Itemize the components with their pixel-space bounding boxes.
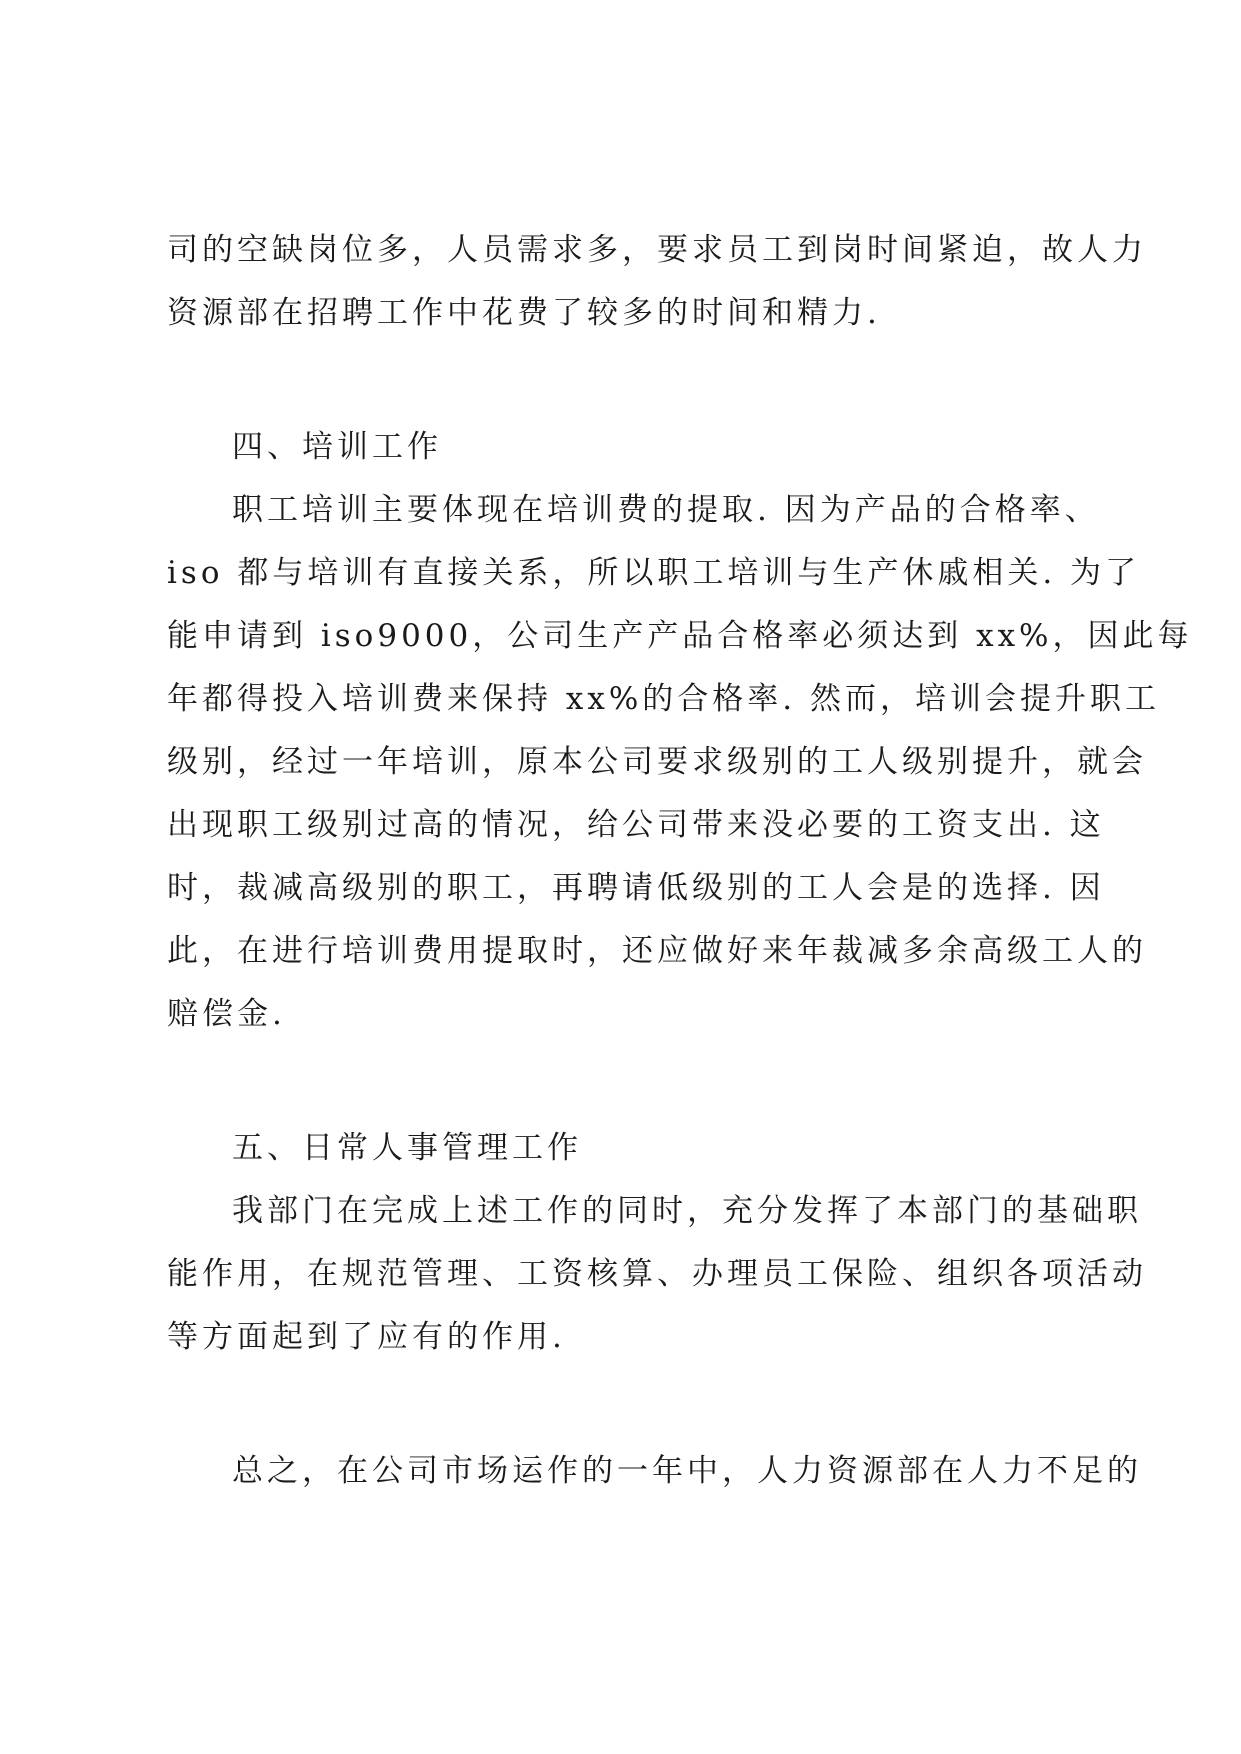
body-text-line: 时，裁减高级别的职工，再聘请低级别的工人会是的选择. 因 xyxy=(167,870,1105,906)
body-text-line: 能作用，在规范管理、工资核算、办理员工保险、组织各项活动 xyxy=(167,1256,1147,1292)
body-text-line: 此，在进行培训费用提取时，还应做好来年裁减多余高级工人的 xyxy=(167,933,1147,969)
body-text-line: 赔偿金. xyxy=(167,996,286,1032)
section-heading-hr-management: 五、日常人事管理工作 xyxy=(232,1130,582,1166)
body-text-line: 级别，经过一年培训，原本公司要求级别的工人级别提升，就会 xyxy=(167,744,1147,780)
section-heading-training: 四、培训工作 xyxy=(232,429,442,465)
body-text-line: 职工培训主要体现在培训费的提取. 因为产品的合格率、 xyxy=(232,492,1100,528)
body-text-line: 能申请到 iso9000，公司生产产品合格率必须达到 xx%，因此每 xyxy=(167,618,1193,654)
body-text-line: 等方面起到了应有的作用. xyxy=(167,1319,566,1355)
body-text-line: 年都得投入培训费来保持 xx%的合格率. 然而，培训会提升职工 xyxy=(167,681,1160,717)
body-text-line: iso 都与培训有直接关系，所以职工培训与生产休戚相关. 为了 xyxy=(167,555,1141,591)
conclusion-line: 总之，在公司市场运作的一年中，人力资源部在人力不足的 xyxy=(232,1453,1142,1489)
body-text-line: 司的空缺岗位多，人员需求多，要求员工到岗时间紧迫，故人力 xyxy=(167,232,1147,268)
body-text-line: 我部门在完成上述工作的同时，充分发挥了本部门的基础职 xyxy=(232,1193,1142,1229)
body-text-line: 资源部在招聘工作中花费了较多的时间和精力. xyxy=(167,295,881,331)
body-text-line: 出现职工级别过高的情况，给公司带来没必要的工资支出. 这 xyxy=(167,807,1105,843)
